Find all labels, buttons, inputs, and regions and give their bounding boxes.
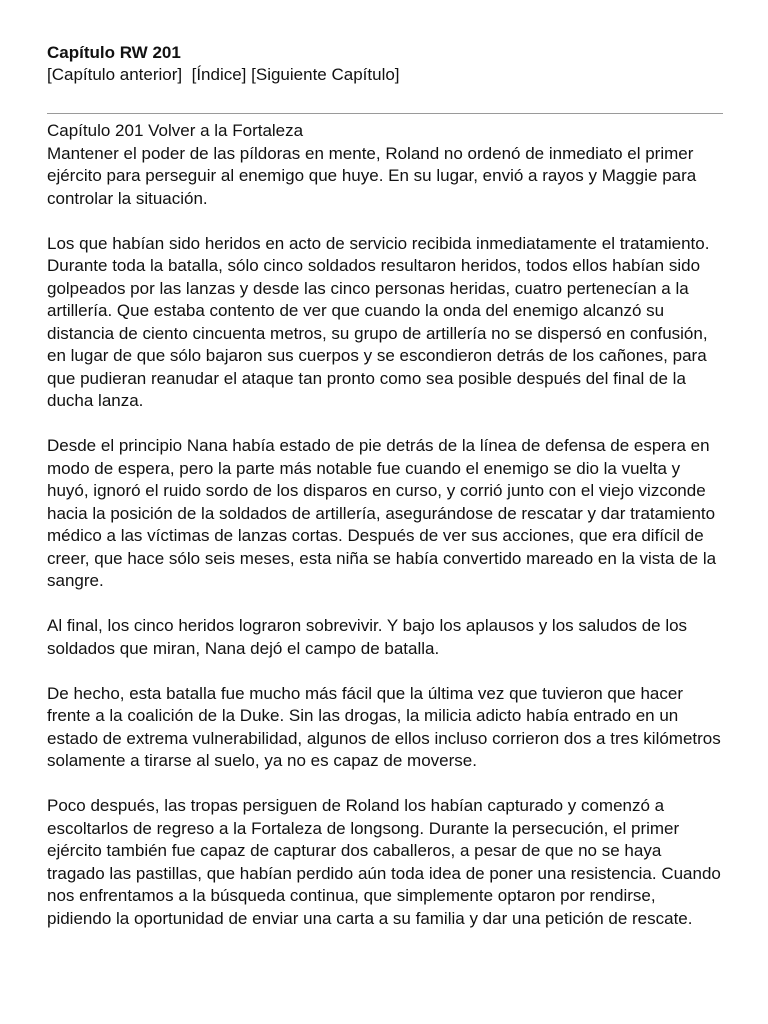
paragraph: De hecho, esta batalla fue mucho más fácil que la última vez que tuvieron que hacer frente a la coalición de la Duke. Sin las drogas, la milicia adicto había entrado en un estado de extrema vulnerabilidad, algunos de ellos incluso corrieron dos a tres kilómetros solamente a tirarse al suelo, ya no es capaz de moverse. (47, 683, 721, 770)
chapter-content (47, 120, 723, 930)
paragraph: Desde el principio Nana había estado de pie detrás de la línea de defensa de espera en modo de espera, pero la parte más notable fue cuando el enemigo se dio la vuelta y huyó, ignoró el ruido sordo de los disparos en curso, y corrió junto con el viejo vizconde hacia la posición de la soldados de artillería, asegurándose de rescatar y dar tratamiento médico a las víctimas de lanzas cortas. Después de ver sus acciones, que era difícil de creer, que hace sólo seis meses, esta niña se había convertido mareado en la vista de la sangre. (47, 436, 717, 590)
index-link[interactable]: [Índice] (191, 65, 247, 84)
paragraph: Al final, los cinco heridos lograron sobrevivir. Y bajo los aplausos y los saludos de los soldados que miran, Nana dejó el campo de batalla. (47, 616, 688, 658)
chapter-heading: Capítulo 201 Volver a la Fortaleza (47, 121, 304, 140)
paragraph: Los que habían sido heridos en acto de servicio recibida inmediatamente el tratamiento. Durante toda la batalla, sólo cinco soldados resultaron heridos, todos ellos habían sido golpeados por las lanzas y desde las cinco personas heridas, cuatro pertenecían a la artillería. Que estaba contento de ver que cuando la onda del enemigo alcanzó su distancia de ciento cincuenta metros, su grupo de artillería no se dispersó en confusión, en lugar de que sólo bajaron sus cuerpos y se escondieron detrás de los cañones, para que pudieran reanudar el ataque tan pronto como sea posible después del final de la ducha lanza. (47, 233, 710, 410)
divider (47, 113, 723, 114)
next-chapter-link[interactable]: [Siguiente Capítulo] (251, 65, 400, 84)
chapter-navigation (47, 64, 723, 86)
paragraph: Poco después, las tropas persiguen de Roland los habían capturado y comenzó a escoltarlos de regreso a la Fortaleza de longsong. Durante la persecución, el primer ejército también fue capaz de capturar dos caballeros, a pesar de que no se haya tragado las pastillas, que habían perdido aún toda idea de poner una resistencia. Cuando nos enfrentamos a la búsqueda continua, que simplemente optaron por rendirse, pidiendo la oportunidad de enviar una carta a su familia y dar una petición de rescate. (47, 796, 721, 928)
paragraph: Mantener el poder de las píldoras en mente, Roland no ordenó de inmediato el primer ejército para perseguir al enemigo que huye. En su lugar, envió a rayos y Maggie para controlar la situación. (47, 143, 697, 208)
previous-chapter-link[interactable]: [Capítulo anterior] (47, 65, 183, 84)
document-page (47, 42, 723, 953)
document-title: Capítulo RW 201 (47, 43, 181, 62)
